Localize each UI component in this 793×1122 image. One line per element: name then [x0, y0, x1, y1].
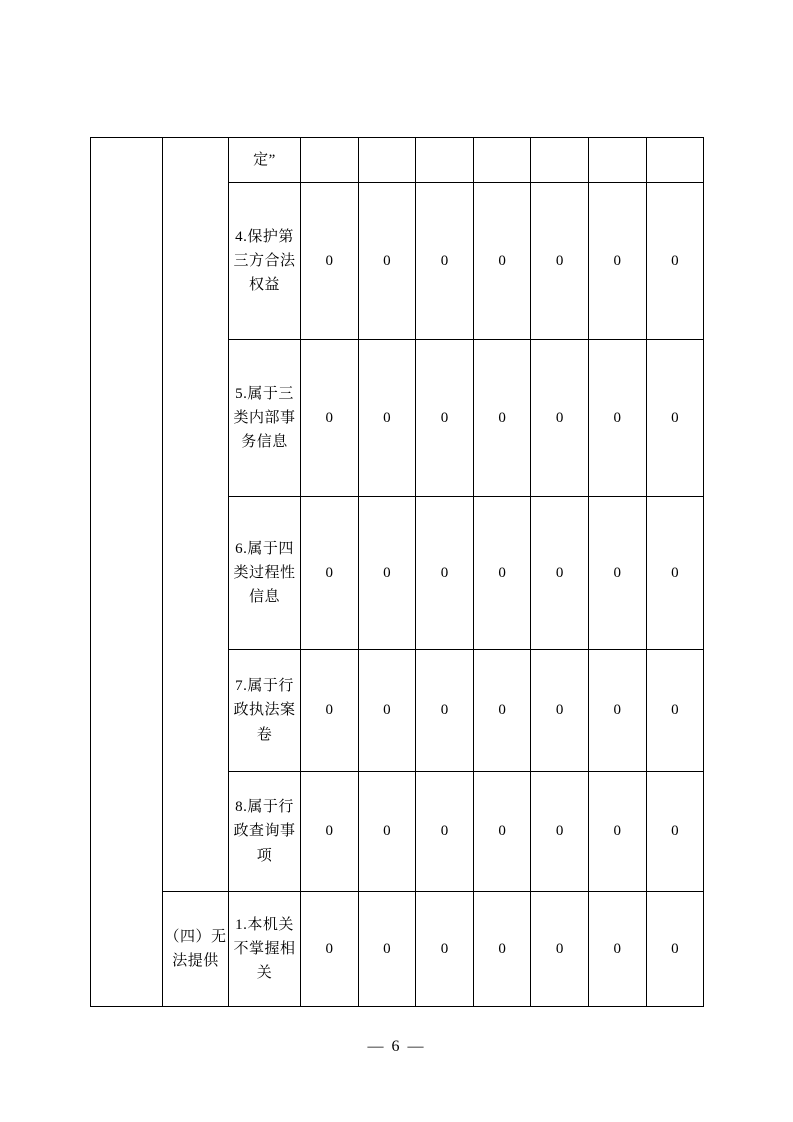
cell-value: 0 [588, 772, 646, 892]
cell-value: 0 [358, 183, 416, 340]
cell-value [358, 138, 416, 183]
cell-value: 0 [301, 497, 359, 650]
cell-value: 0 [588, 340, 646, 497]
page-number: — 6 — [367, 1038, 426, 1055]
cell-value: 0 [358, 892, 416, 1007]
cell-value: 0 [416, 650, 474, 772]
cell-value [301, 138, 359, 183]
row-item-label: 8.属于行政查询事项 [229, 772, 301, 892]
cell-value: 0 [301, 340, 359, 497]
cell-value: 0 [301, 772, 359, 892]
cell-value: 0 [646, 892, 704, 1007]
cell-value: 0 [301, 183, 359, 340]
cell-value: 0 [646, 650, 704, 772]
row-item-label: 7.属于行政执法案卷 [229, 650, 301, 772]
cell-value [531, 138, 589, 183]
cell-value: 0 [588, 892, 646, 1007]
cell-value: 0 [358, 340, 416, 497]
cell-value: 0 [473, 340, 531, 497]
cell-value: 0 [531, 183, 589, 340]
cell-value: 0 [588, 183, 646, 340]
row-group-category [163, 138, 229, 892]
table-row [91, 138, 704, 183]
row-item-label: 4.保护第三方合法权益 [229, 183, 301, 340]
row-item-label: 定” [229, 138, 301, 183]
cell-value: 0 [358, 497, 416, 650]
cell-value: 0 [531, 650, 589, 772]
cell-value: 0 [416, 497, 474, 650]
cell-value: 0 [646, 340, 704, 497]
cell-value: 0 [473, 650, 531, 772]
cell-value: 0 [358, 650, 416, 772]
cell-value: 0 [473, 772, 531, 892]
row-group-category: （四）无法提供 [163, 892, 229, 1007]
row-item-label: 1.本机关不掌握相关 [229, 892, 301, 1007]
cell-value: 0 [473, 497, 531, 650]
cell-value: 0 [531, 892, 589, 1007]
table-row [91, 892, 704, 1007]
cell-value: 0 [358, 772, 416, 892]
cell-value: 0 [588, 497, 646, 650]
cell-value: 0 [531, 497, 589, 650]
cell-value: 0 [416, 183, 474, 340]
row-item-label: 5.属于三类内部事务信息 [229, 340, 301, 497]
cell-value [416, 138, 474, 183]
cell-value: 0 [531, 340, 589, 497]
cell-value: 0 [416, 340, 474, 497]
cell-value: 0 [301, 892, 359, 1007]
cell-value [646, 138, 704, 183]
row-item-label: 6.属于四类过程性信息 [229, 497, 301, 650]
cell-value [588, 138, 646, 183]
cell-value [473, 138, 531, 183]
cell-value: 0 [301, 650, 359, 772]
cell-value: 0 [473, 892, 531, 1007]
cell-value: 0 [588, 650, 646, 772]
information-disclosure-table [90, 137, 704, 1007]
cell-value: 0 [473, 183, 531, 340]
cell-value: 0 [531, 772, 589, 892]
row-outer-category [91, 138, 163, 1007]
cell-value: 0 [646, 772, 704, 892]
cell-value: 0 [646, 497, 704, 650]
cell-value: 0 [416, 892, 474, 1007]
cell-value: 0 [646, 183, 704, 340]
cell-value: 0 [416, 772, 474, 892]
